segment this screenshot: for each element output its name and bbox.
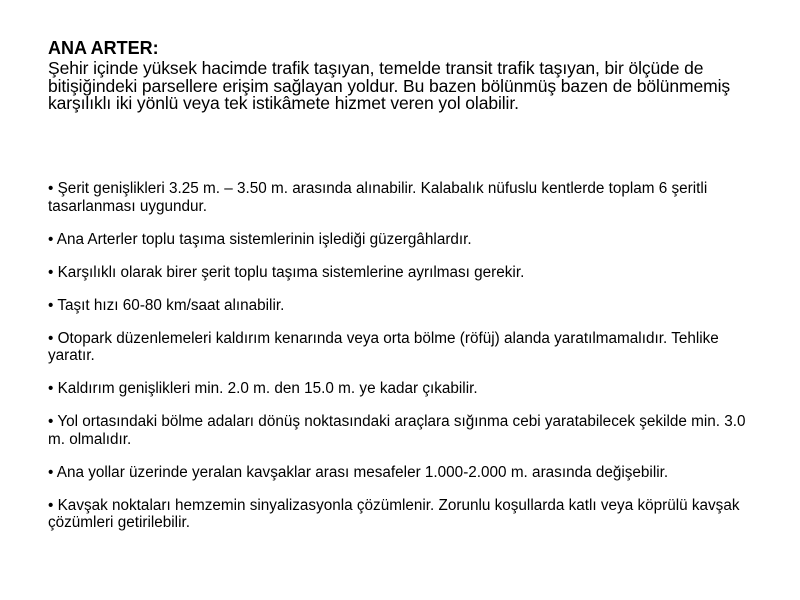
bullet-icon: •	[48, 380, 54, 397]
bullet-icon: •	[48, 230, 54, 248]
bullet-icon: •	[48, 263, 54, 281]
bullet-item	[48, 330, 748, 365]
bullet-icon: •	[48, 496, 54, 514]
bullet-item	[48, 413, 748, 448]
bullet-icon: •	[48, 413, 54, 430]
bullet-text: Taşıt hızı 60-80 km/saat alınabilir.	[57, 296, 285, 314]
bullet-item	[48, 297, 748, 315]
bullet-text: Şerit genişlikleri 3.25 m. – 3.50 m. arasında alınabilir. Kalabalık nüfuslu kentlerde toplam 6 şeritli tasarlanması uygundur.	[48, 180, 708, 215]
bullet-text: Ana yollar üzerinde yeralan kavşaklar arası mesafeler 1.000-2.000 m. arasında değişebilir.	[56, 463, 669, 481]
bullet-item	[48, 497, 748, 532]
bullet-text: Kavşak noktaları hemzemin sinyalizasyonla çözümlenir. Zorunlu koşullarda katlı veya köprülü kavşak çözümleri getirilebilir.	[48, 496, 740, 531]
bullet-item	[48, 180, 748, 215]
bullet-text: Otopark düzenlemeleri kaldırım kenarında veya orta bölme (röfüj) alanda yaratılmamalıdır. Tehlike yaratır.	[48, 329, 719, 364]
bullet-icon: •	[48, 296, 54, 314]
bullet-icon: •	[48, 463, 54, 481]
bullet-text: Kaldırım genişlikleri min. 2.0 m. den 15.0 m. ye kadar çıkabilir.	[57, 380, 478, 397]
bullet-text: Karşılıklı olarak birer şerit toplu taşıma sistemlerine ayrılması gerekir.	[57, 263, 525, 281]
bullet-text: Yol ortasındaki bölme adaları dönüş noktasındaki araçlara sığınma cebi yaratabilecek şekilde min. 3.0 m. olmalıdır.	[48, 413, 746, 448]
bullet-icon: •	[48, 329, 54, 347]
bullet-item	[48, 464, 748, 482]
bullet-list	[48, 180, 748, 532]
bullet-text: Ana Arterler toplu taşıma sistemlerinin işlediği güzergâhlardır.	[56, 230, 472, 248]
bullet-item	[48, 380, 748, 398]
bullet-icon: •	[48, 180, 54, 197]
bullet-item	[48, 231, 748, 249]
intro-paragraph: Şehir içinde yüksek hacimde trafik taşıyan, temelde transit trafik taşıyan, bir ölçüde de bitişiğindeki parsellere erişim sağlayan yoldur. Bu bazen bölünmüş bazen de bölünmemiş karşılıklı iki yönlü veya tek istikâmete hizmet veren yol olabilir.	[48, 58, 731, 113]
bullet-item	[48, 264, 748, 282]
slide-heading: ANA ARTER:	[48, 38, 159, 58]
